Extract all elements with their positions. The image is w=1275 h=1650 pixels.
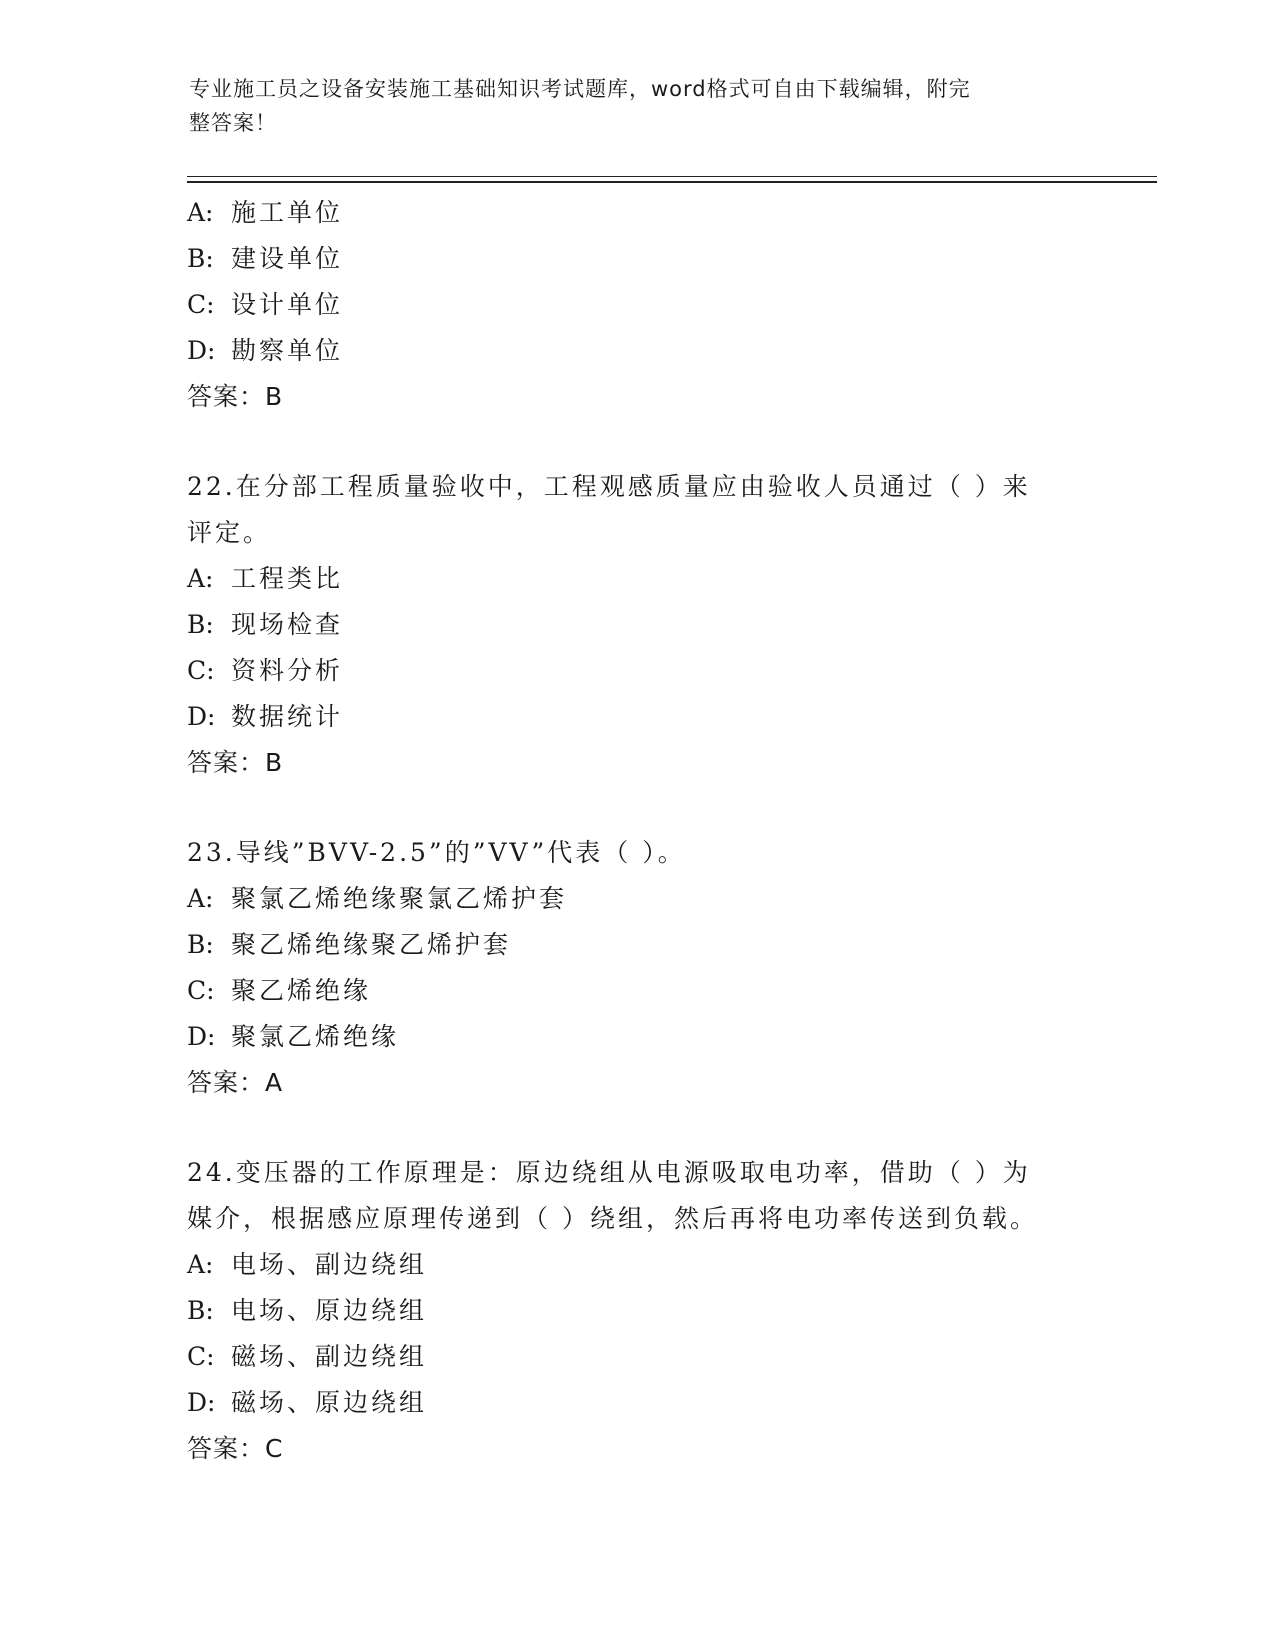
- option-text: 电场、副边绕组: [231, 1250, 428, 1279]
- question-24: [187, 1150, 1087, 1472]
- header-line-2: 整答案！: [189, 111, 277, 135]
- option-letter: A:: [187, 884, 214, 913]
- header-divider-bottom: [187, 181, 1157, 183]
- answer-line: 答案：B: [187, 748, 284, 777]
- answer-line: 答案：A: [187, 1068, 284, 1097]
- option-c: [187, 648, 1087, 694]
- option-b: [187, 602, 1087, 648]
- option-letter: C:: [187, 290, 215, 319]
- option-b: [187, 922, 1087, 968]
- option-text: 聚乙烯绝缘聚乙烯护套: [231, 930, 512, 959]
- question-22: [187, 464, 1087, 786]
- option-d: [187, 1380, 1087, 1426]
- option-letter: B:: [187, 1296, 214, 1325]
- option-a: [187, 556, 1087, 602]
- question-stem-line-2: 评定。: [187, 518, 272, 547]
- option-a: [187, 1242, 1087, 1288]
- option-c: [187, 282, 1087, 328]
- option-letter: D:: [187, 1388, 216, 1417]
- option-letter: C:: [187, 656, 215, 685]
- option-b: [187, 1288, 1087, 1334]
- option-b: [187, 236, 1087, 282]
- option-text: 工程类比: [231, 564, 344, 593]
- option-letter: A:: [187, 564, 214, 593]
- option-letter: B:: [187, 610, 214, 639]
- header-divider-top: [187, 176, 1157, 177]
- option-text: 磁场、副边绕组: [231, 1342, 428, 1371]
- question-21-continued: [187, 190, 1087, 420]
- option-d: [187, 694, 1087, 740]
- option-text: 现场检查: [231, 610, 344, 639]
- option-text: 聚氯乙烯绝缘: [231, 1022, 400, 1051]
- option-d: [187, 328, 1087, 374]
- question-stem-line-1: 23.导线”BVV-2.5”的”VV”代表（ ）。: [187, 838, 686, 867]
- question-stem-line-1: 22.在分部工程质量验收中，工程观感质量应由验收人员通过（ ）来: [187, 472, 1031, 501]
- question-stem-line-2: 媒介，根据感应原理传递到（ ）绕组，然后再将电功率传送到负载。: [187, 1204, 1038, 1233]
- option-text: 数据统计: [231, 702, 344, 731]
- option-a: [187, 876, 1087, 922]
- option-letter: B:: [187, 930, 214, 959]
- header-line-1: 专业施工员之设备安装施工基础知识考试题库，word格式可自由下载编辑，附完: [189, 77, 971, 101]
- answer-line: 答案：C: [187, 1434, 284, 1463]
- option-letter: A:: [187, 1250, 214, 1279]
- option-a: [187, 190, 1087, 236]
- option-text: 电场、原边绕组: [231, 1296, 428, 1325]
- answer-line: 答案：B: [187, 382, 284, 411]
- option-text: 勘察单位: [231, 336, 344, 365]
- option-letter: D:: [187, 1022, 216, 1051]
- option-c: [187, 968, 1087, 1014]
- option-text: 磁场、原边绕组: [231, 1388, 428, 1417]
- option-text: 聚乙烯绝缘: [231, 976, 372, 1005]
- option-letter: A:: [187, 198, 214, 227]
- option-text: 建设单位: [231, 244, 344, 273]
- option-text: 设计单位: [231, 290, 344, 319]
- exam-content: [187, 190, 1087, 1472]
- option-letter: D:: [187, 702, 216, 731]
- option-letter: C:: [187, 1342, 215, 1371]
- question-stem-line-1: 24.变压器的工作原理是：原边绕组从电源吸取电功率，借助（ ）为: [187, 1158, 1031, 1187]
- option-text: 施工单位: [231, 198, 344, 227]
- page-header: [189, 72, 1069, 140]
- option-text: 聚氯乙烯绝缘聚氯乙烯护套: [231, 884, 568, 913]
- option-letter: D:: [187, 336, 216, 365]
- question-23: [187, 830, 1087, 1106]
- option-letter: B:: [187, 244, 214, 273]
- option-letter: C:: [187, 976, 215, 1005]
- option-c: [187, 1334, 1087, 1380]
- option-d: [187, 1014, 1087, 1060]
- option-text: 资料分析: [231, 656, 344, 685]
